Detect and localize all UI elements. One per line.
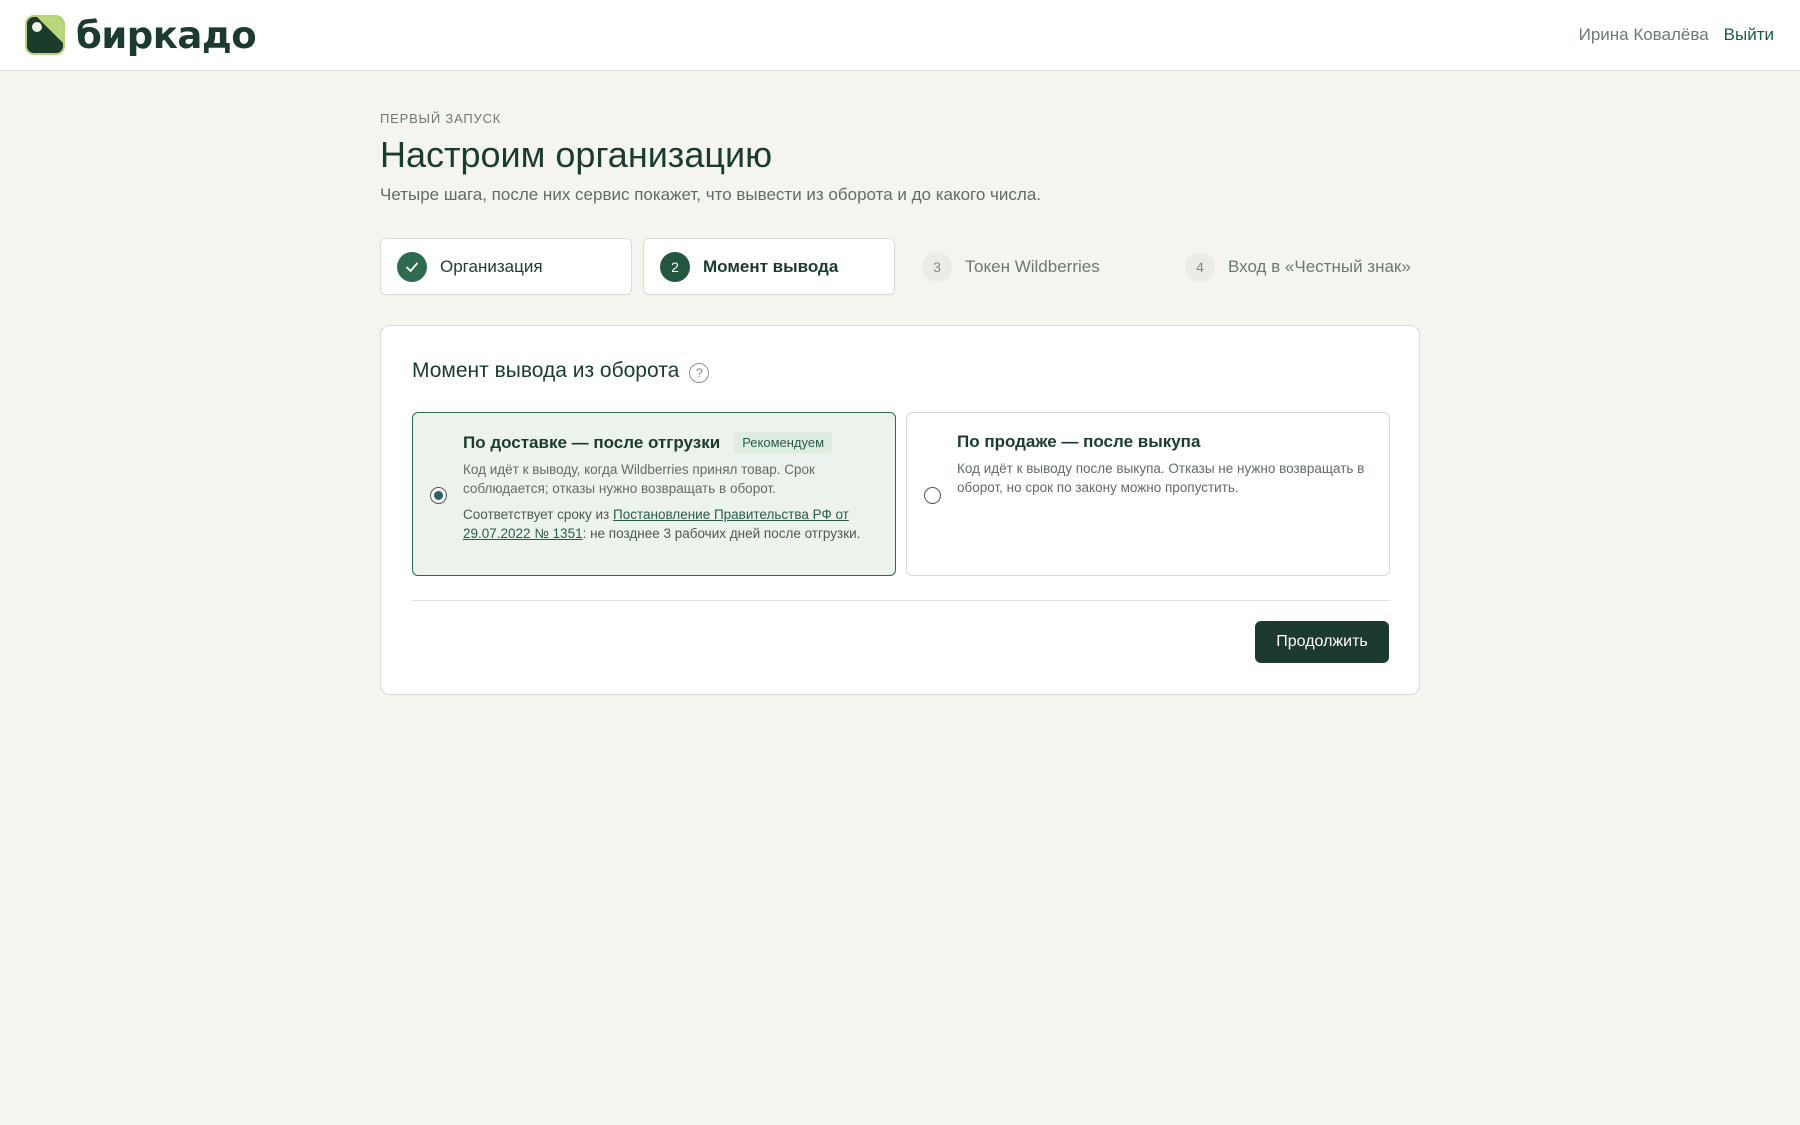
option-body	[463, 432, 877, 543]
option-law-note	[463, 506, 877, 543]
divider	[412, 600, 1390, 601]
law-suffix: : не позднее 3 рабочих дней после отгрузки.	[582, 525, 861, 541]
continue-button[interactable]: Продолжить	[1255, 621, 1389, 663]
law-prefix: Соответствует сроку из	[463, 507, 613, 522]
option-description: Код идёт к выводу после выкупа. Отказы не нужно возвращать в оборот, но срок по закону можно пропустить.	[957, 461, 1365, 495]
check-icon	[397, 252, 427, 282]
logout-link[interactable]: Выйти	[1723, 25, 1774, 44]
option-body	[957, 432, 1371, 497]
logo-icon	[25, 15, 65, 55]
user-menu	[1579, 25, 1774, 45]
recommended-badge: Рекомендуем	[734, 432, 832, 453]
radio-delivery[interactable]	[430, 487, 447, 504]
logo-text: биркадо	[76, 13, 257, 57]
step-wb-token	[906, 238, 1158, 295]
step-number: 3	[922, 252, 952, 282]
step-organization[interactable]	[380, 238, 632, 295]
top-bar	[0, 0, 1800, 71]
radio-sale[interactable]	[924, 487, 941, 504]
step-chestny-znak	[1169, 238, 1421, 295]
question-icon[interactable]: ?	[689, 363, 709, 383]
stepper	[380, 238, 1420, 295]
option-description: Код идёт к выводу, когда Wildberries принял товар. Срок соблюдается; отказы нужно возвращать в оборот.	[463, 462, 815, 496]
step-label: Организация	[440, 256, 543, 276]
page-eyebrow: ПЕРВЫЙ ЗАПУСК	[380, 111, 502, 126]
step-number: 2	[660, 252, 690, 282]
step-label: Момент вывода	[703, 256, 839, 276]
page-title: Настроим организацию	[380, 134, 773, 175]
panel-title	[412, 359, 709, 383]
moment-panel	[380, 325, 1420, 695]
page-subtitle: Четыре шага, после них сервис покажет, что вывести из оборота и до какого числа.	[380, 185, 1042, 204]
option-title: По продаже — после выкупа	[957, 432, 1201, 451]
option-delivery[interactable]	[412, 412, 896, 576]
step-label: Вход в «Честный знак»	[1228, 256, 1411, 276]
step-label: Токен Wildberries	[965, 256, 1100, 276]
logo[interactable]	[25, 14, 256, 57]
step-number: 4	[1185, 252, 1215, 282]
law-link[interactable]: Постановление Правительства РФ от 29.07.2022 № 1351	[463, 507, 849, 541]
option-sale[interactable]	[906, 412, 1390, 576]
step-moment[interactable]	[643, 238, 895, 295]
option-title: По доставке — после отгрузки	[463, 432, 721, 452]
panel-title-text: Момент вывода из оборота	[412, 359, 680, 382]
user-name: Ирина Ковалёва	[1578, 25, 1709, 44]
